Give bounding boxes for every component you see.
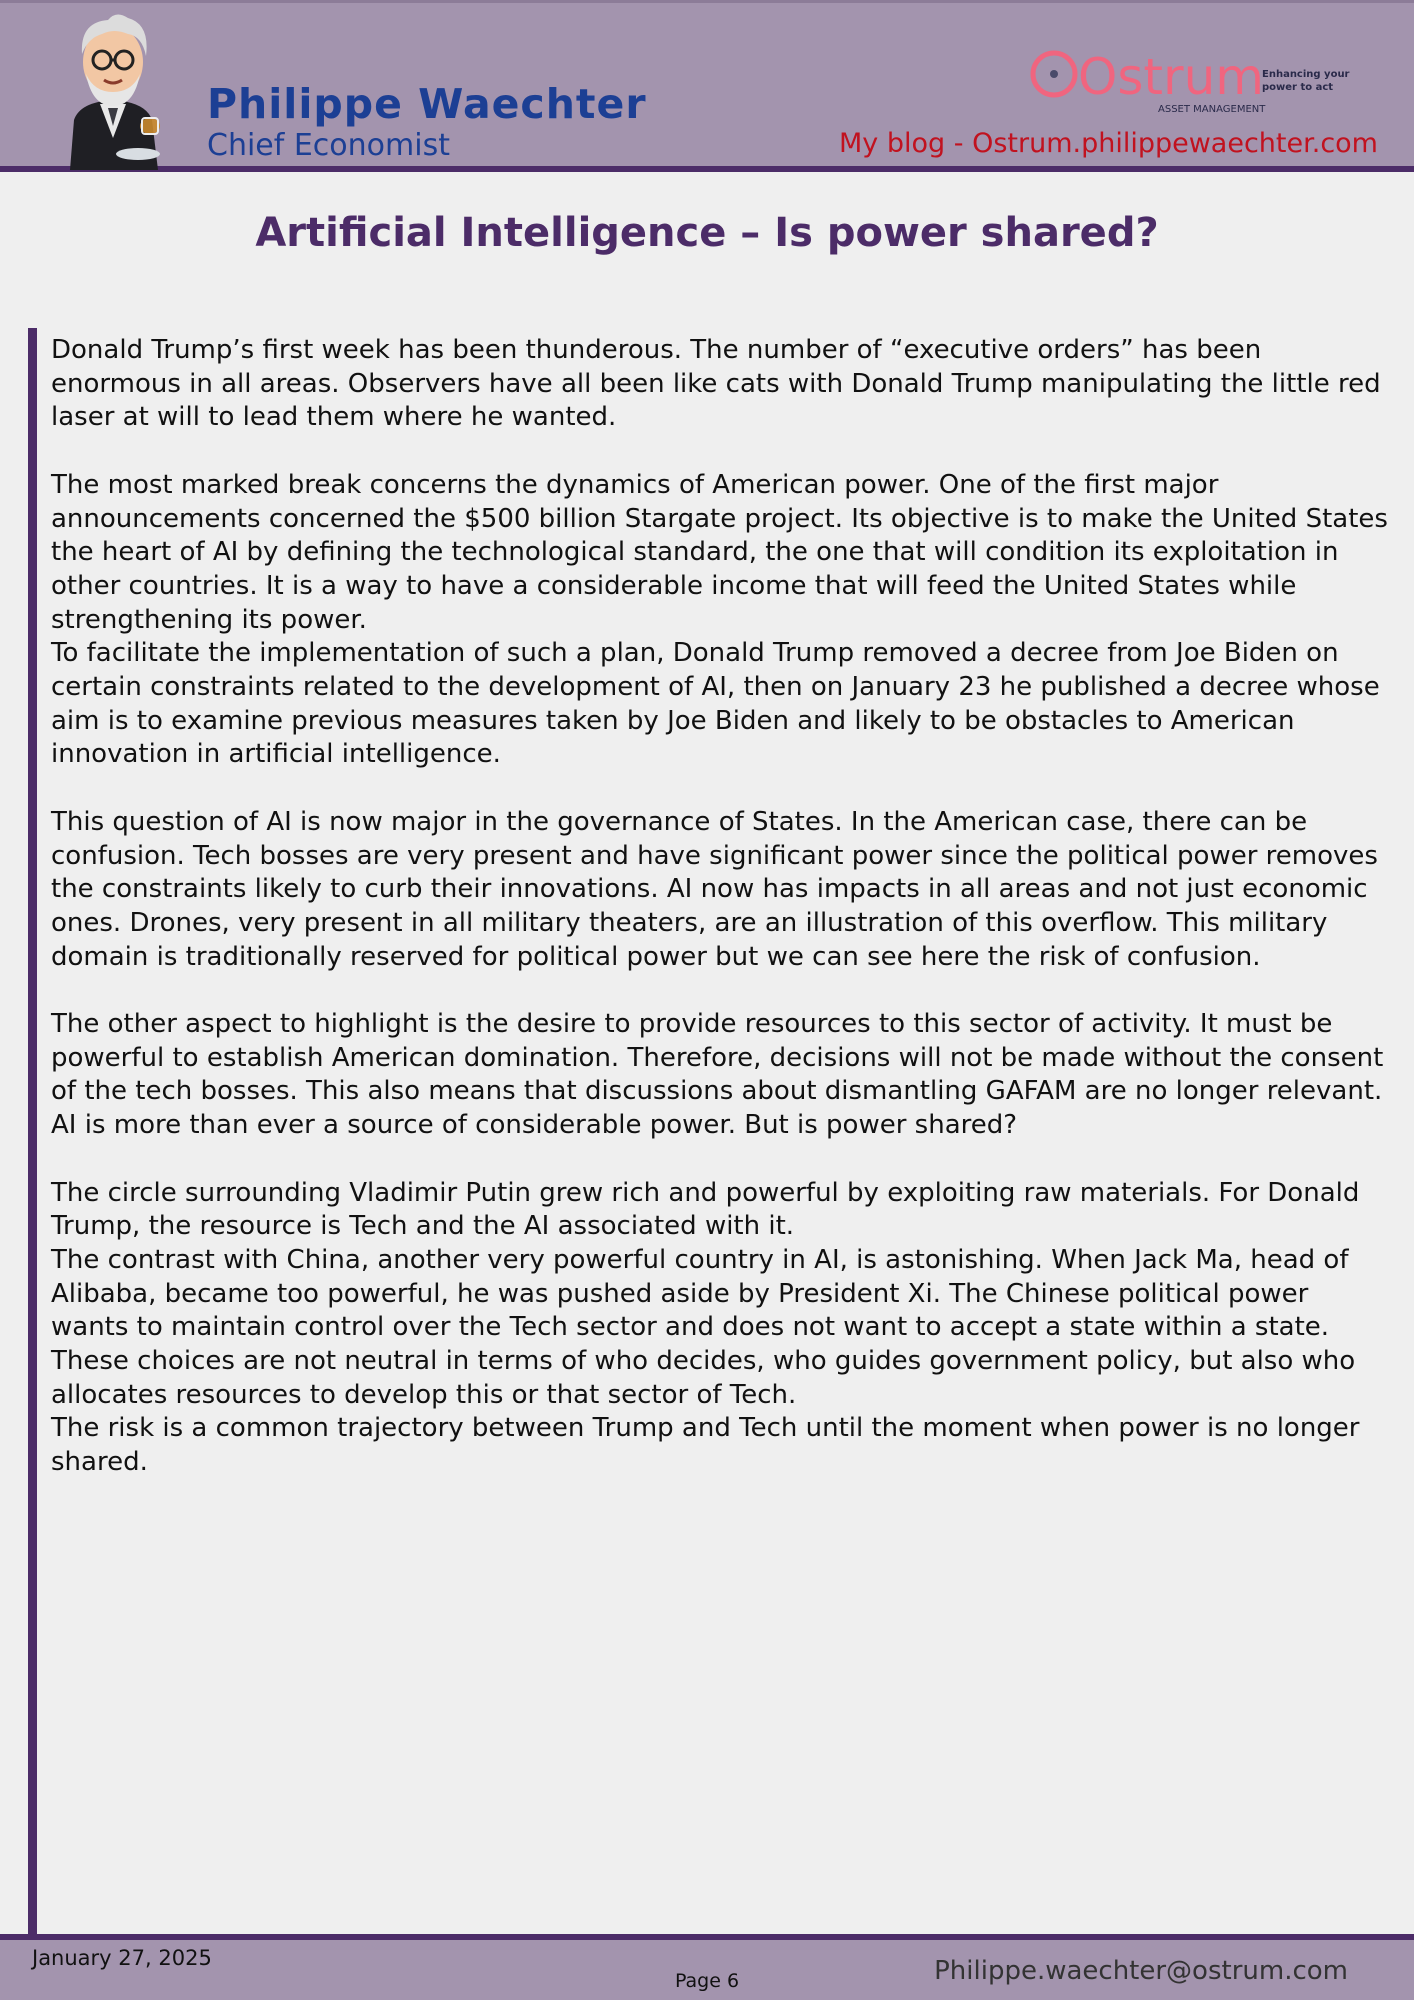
header-top-line bbox=[0, 0, 1414, 3]
page-footer bbox=[0, 1934, 1414, 2000]
page-header bbox=[0, 0, 1414, 172]
paragraph-5 bbox=[51, 1177, 1391, 1480]
footer-email[interactable]: Philippe.waechter@ostrum.com bbox=[934, 1956, 1348, 1986]
paragraph-line: This question of AI is now major in the governance of States. In the American case, there can be confusion. Tech bosses are very present and have significant power since the political power removes the constraints likely to curb their innovations. AI now has impacts in all areas and not just economic ones. Drones, very present in all military theaters, are an illustration of this overflow. This military domain is traditionally reserved for political power but we can see here the risk of confusion. bbox=[51, 806, 1378, 972]
paragraph-line: To facilitate the implementation of such a plan, Donald Trump removed a decree from Joe Biden on certain constraints related to the development of AI, then on January 23 he published a decree whose aim is to examine previous measures taken by Joe Biden and likely to be obstacles to American innovation in artificial intelligence. bbox=[51, 638, 1380, 770]
author-role: Chief Economist bbox=[207, 128, 450, 163]
logo-tagline-2: power to act bbox=[1262, 82, 1334, 93]
paragraph-line: These choices are not neutral in terms of who decides, who guides government policy, but also who allocates resources to develop this or that sector of Tech. bbox=[51, 1346, 1356, 1410]
ostrum-logo bbox=[1030, 44, 1350, 118]
logo-subtitle: ASSET MANAGEMENT bbox=[1158, 104, 1266, 115]
paragraph-line: The other aspect to highlight is the desire to provide resources to this sector of activity. It must be powerful to establish American domination. Therefore, decisions will not be made without the consent of the tech bosses. This also means that discussions about dismantling GAFAM are no longer relevant. AI is more than ever a source of considerable power. But is power shared? bbox=[51, 1009, 1384, 1141]
page-number: Page 6 bbox=[674, 1970, 740, 1992]
paragraph-line: Donald Trump’s first week has been thunderous. The number of “executive orders” has been enormous in all areas. Observers have all been like cats with Donald Trump manipulating the little red laser at will to lead them where he wanted. bbox=[51, 335, 1381, 433]
left-accent-bar bbox=[28, 328, 37, 1940]
logo-text: Ostrum bbox=[1078, 48, 1264, 106]
paragraph-2 bbox=[51, 469, 1391, 772]
author-name: Philippe Waechter bbox=[207, 80, 647, 128]
logo-tagline-1: Enhancing your bbox=[1262, 69, 1350, 80]
blog-link[interactable]: My blog - Ostrum.philippewaechter.com bbox=[839, 128, 1378, 159]
paragraph-3 bbox=[51, 806, 1391, 975]
paragraph-line: The risk is a common trajectory between Trump and Tech until the moment when power is no longer shared. bbox=[51, 1413, 1360, 1478]
paragraph-line: The circle surrounding Vladimir Putin grew rich and powerful by exploiting raw materials. For Donald Trump, the resource is Tech and the AI associated with it. bbox=[51, 1177, 1360, 1242]
author-avatar bbox=[58, 8, 168, 170]
article-title: Artificial Intelligence – Is power shared? bbox=[255, 210, 1159, 256]
paragraph-line: The contrast with China, another very powerful country in AI, is astonishing. When Jack Ma, head of Alibaba, became too powerful, he was pushed aside by President Xi. The Chinese political power wants to maintain control over the Tech sector and does not want to accept a state within a state. bbox=[51, 1244, 1349, 1343]
paragraph-line: The most marked break concerns the dynamics of American power. One of the first major announcements concerned the $500 billion Stargate project. Its objective is to make the United States the heart of AI by defining the technological standard, the one that will condition its exploitation in other countries. It is a way to have a considerable income that will feed the United States while strengthening its power. bbox=[51, 469, 1388, 635]
paragraph-4 bbox=[51, 1008, 1391, 1143]
footer-date: January 27, 2025 bbox=[32, 1946, 212, 1970]
article-body bbox=[51, 334, 1391, 1514]
paragraph-1 bbox=[51, 334, 1391, 435]
